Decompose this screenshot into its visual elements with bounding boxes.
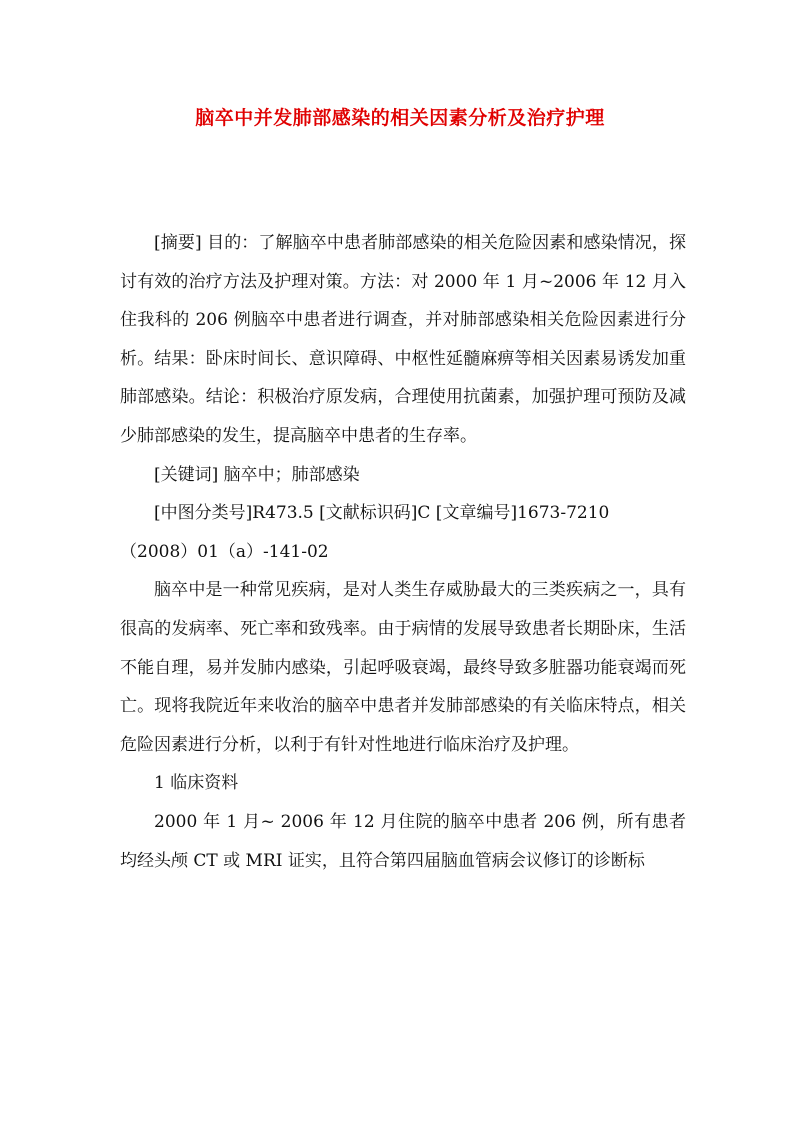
document-title: 脑卒中并发肺部感染的相关因素分析及治疗护理 (195, 107, 605, 129)
keywords-paragraph: [关键词] 脑卒中；肺部感染 (154, 464, 360, 485)
section-paragraph: 2000 年 1 月~ 2006 年 12 月住院的脑卒中患者 206 例，所有患者均经头颅 CT 或 MRI 证实，且符合第四届脑血管病会议修订的诊断标 (120, 811, 686, 871)
intro-paragraph: 脑卒中是一种常见疾病，是对人类生存威胁最大的三类疾病之一，具有很高的发病率、死亡率和致残率。由于病情的发展导致患者长期卧床，生活不能自理，易并发肺内感染，引起呼吸衰竭，最终导致多脏器功能衰竭而死亡。现将我院近年来收治的脑卒中患者并发肺部感染的有关临床特点，相关危险因素进行分析，以利于有针对性地进行临床治疗及护理。 (120, 580, 686, 755)
classification-line-continued: （2008）01（a）-141-02 (120, 541, 329, 562)
document-body (120, 224, 686, 880)
section-heading: 1 临床资料 (154, 773, 239, 794)
classification-line: [中图分类号]R473.5 [文献标识码]C [文章编号]1673-7210 (154, 503, 610, 524)
abstract-paragraph: [摘要] 目的：了解脑卒中患者肺部感染的相关危险因素和感染情况，探讨有效的治疗方法及护理对策。方法：对 2000 年 1 月~2006 年 12 月入住我科的 206 例脑卒中患者进行调查，并对肺部感染相关危险因素进行分析。结果：卧床时间长、意识障碍、中枢性延髓麻痹等相关因素易诱发加重肺部感染。结论：积极治疗原发病，合理使用抗菌素，加强护理可预防及减少肺部感染的发生，提高脑卒中患者的生存率。 (120, 233, 686, 446)
